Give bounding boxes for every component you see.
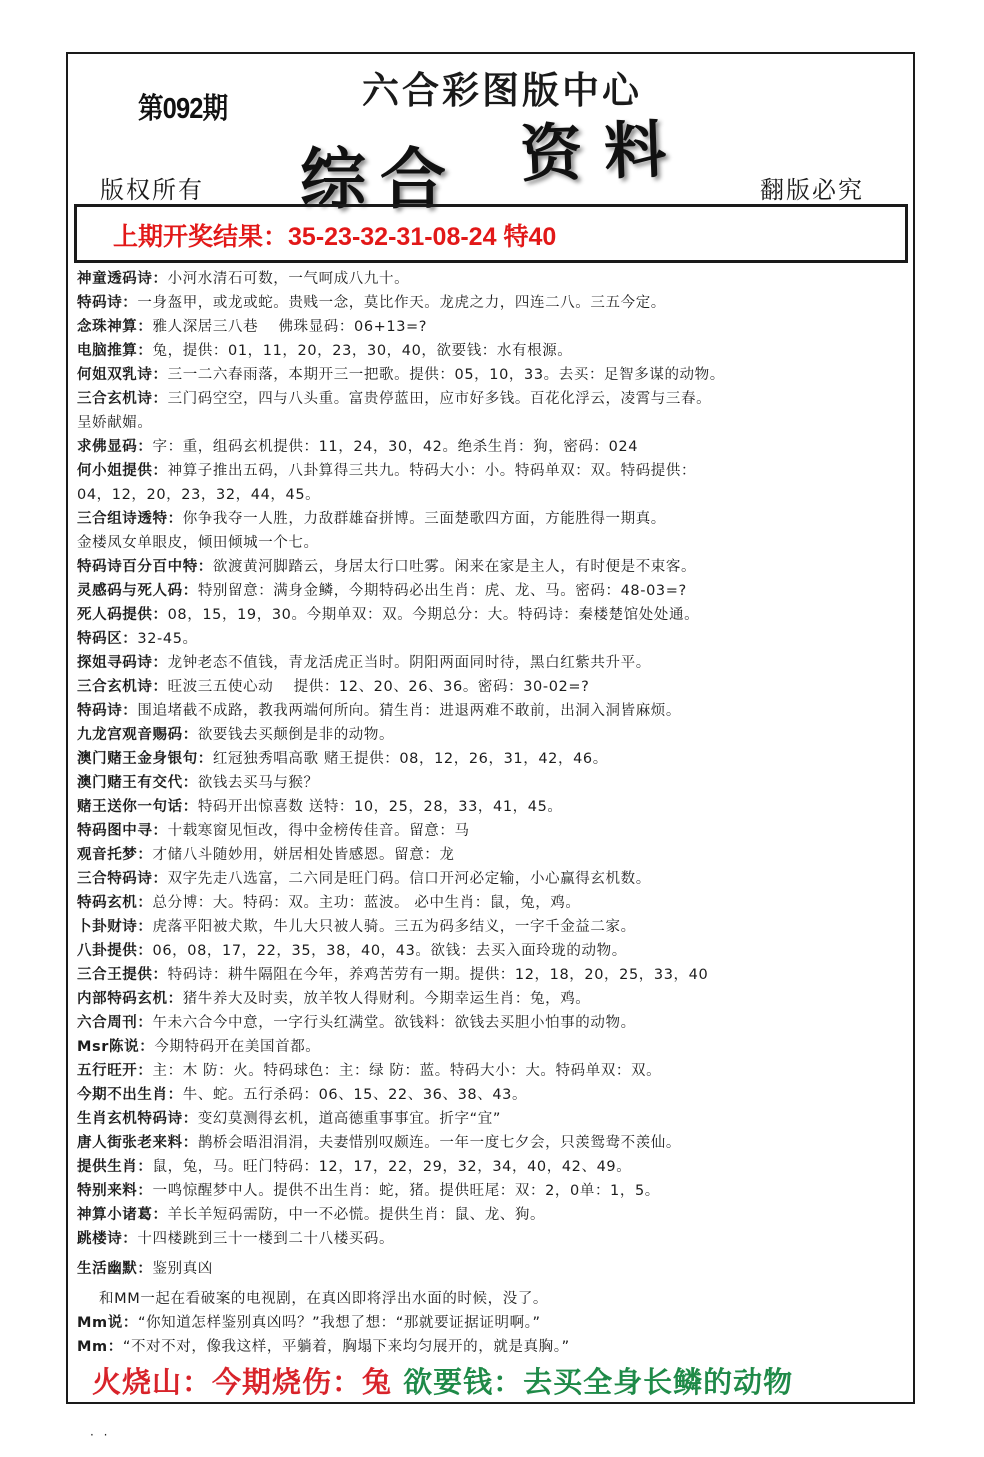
list-item — [77, 699, 907, 723]
copyright-left: 版权所有 — [100, 176, 204, 204]
item-text: 欲钱去买马与猴？ — [197, 775, 319, 791]
item-text: 三一二六春雨落，本期开三一把歌。提供：05，10，33。去买：足智多谋的动物。 — [167, 367, 725, 383]
item-label: 三合组诗透特： — [77, 511, 183, 527]
list-item — [77, 771, 907, 795]
result-label: 上期开奖结果： — [113, 223, 289, 251]
item-text: 雅人深居三八巷 佛珠显码：06+13=? — [152, 319, 428, 335]
list-item — [77, 1155, 907, 1179]
item-label: 特码区： — [77, 631, 138, 647]
list-item — [77, 387, 907, 411]
list-item — [77, 867, 907, 891]
item-label: 卜卦财诗： — [77, 919, 153, 935]
list-item — [77, 315, 907, 339]
item-label: 三合特码诗： — [77, 871, 168, 887]
item-label: 八卦提供： — [77, 943, 153, 959]
item-label: 电脑推算： — [77, 343, 153, 359]
item-text: 十载寒窗见恒改，得中金榜传佳音。留意：马 — [167, 823, 470, 839]
copyright-right: 翻版必究 — [760, 176, 864, 204]
item-text: 十四楼跳到三十一楼到二十八楼买码。 — [137, 1231, 395, 1247]
footer-dots: · · — [90, 1428, 111, 1442]
list-item — [77, 459, 907, 483]
item-label: 观音托梦： — [77, 847, 153, 863]
item-label: 特码图中寻： — [77, 823, 168, 839]
list-item — [77, 411, 907, 435]
item-text: 牛、蛇。五行杀码：06、15、22、36、38、43。 — [182, 1087, 528, 1103]
item-label: 六合周刊： — [77, 1015, 153, 1031]
list-item — [77, 1011, 907, 1035]
banner-red-text: 火烧山：今期烧伤：兔 — [92, 1365, 393, 1399]
list-item — [77, 1035, 907, 1059]
item-text: 神算子推出五码，八卦算得三共九。特码大小：小。特码单双：双。特码提供： — [167, 463, 697, 479]
item-text: 欲渡黄河脚踏云，身居太行口吐雾。闲来在家是主人，有时便是不束客。 — [212, 559, 697, 575]
item-text: 旺波三五使心动 提供：12、20、26、36。密码：30-02=? — [167, 679, 590, 695]
list-item — [77, 675, 907, 699]
item-label: 特码玄机： — [77, 895, 153, 911]
item-label: 何姐双乳诗： — [77, 367, 168, 383]
list-item — [77, 1179, 907, 1203]
item-label: 三合玄机诗： — [77, 391, 168, 407]
item-label: 死人码提供： — [77, 607, 168, 623]
item-label: 澳门赌王金身银句： — [77, 751, 213, 767]
item-text: 04，12，20，23，32，44，45。 — [77, 487, 321, 503]
list-item — [77, 363, 907, 387]
list-item — [77, 531, 907, 555]
item-text: 虎落平阳被犬欺，牛儿大只被人骑。三五为码多结义，一字千金益二家。 — [152, 919, 636, 935]
item-label: 澳门赌王有交代： — [77, 775, 198, 791]
list-item — [77, 891, 907, 915]
list-item — [77, 1083, 907, 1107]
item-text: 羊长羊短码需防，中一不必慌。提供生肖：鼠、龙、狗。 — [167, 1207, 546, 1223]
item-text: 今期特码开在美国首都。 — [154, 1039, 321, 1055]
item-label: 提供生肖： — [77, 1159, 153, 1175]
item-label: 五行旺开： — [77, 1063, 153, 1079]
item-label: 跳楼诗： — [77, 1231, 138, 1247]
item-text: 一身盔甲，或龙或蛇。贵贱一念，莫比作天。龙虎之力，四连二八。三五今定。 — [137, 295, 666, 311]
item-label: 探姐寻码诗： — [77, 655, 168, 671]
item-label: 神算小诸葛： — [77, 1207, 168, 1223]
list-item — [77, 1227, 907, 1251]
item-label: 三合玄机诗： — [77, 679, 168, 695]
item-label: Msr陈说： — [77, 1039, 155, 1055]
content-list — [77, 267, 907, 1359]
item-label: 特码诗： — [77, 295, 138, 311]
banner-green-text: 欲要钱：去买全身长鳞的动物 — [392, 1365, 794, 1399]
item-text: 双字先走八选富，二六同是旺门码。信口开河必定输，小心赢得玄机数。 — [167, 871, 651, 887]
item-label: 生活幽默： — [77, 1261, 153, 1277]
bottom-banner — [92, 1360, 793, 1401]
item-text: 鼠，兔，马。旺门特码：12，17，22，29，32，34，40，42、49。 — [152, 1159, 632, 1175]
item-label: 今期不出生肖： — [77, 1087, 183, 1103]
item-label: 唐人街张老来料： — [77, 1135, 198, 1151]
list-item — [77, 267, 907, 291]
item-label: 求佛显码： — [77, 439, 153, 455]
item-label: 神童透码诗： — [77, 271, 168, 287]
item-label: 何小姐提供： — [77, 463, 168, 479]
item-label: 生肖玄机特码诗： — [77, 1111, 198, 1127]
item-label: 内部特码玄机： — [77, 991, 183, 1007]
last-result-box — [74, 204, 908, 263]
item-text: 红冠独秀唱高歌 赌王提供：08，12，26，31，42，46。 — [212, 751, 608, 767]
item-text: 06，08，17，22，35，38，40，43。欲钱：去买入面玲珑的动物。 — [152, 943, 627, 959]
item-text: 才储八斗随妙用，姘居相处皆感恩。留意：龙 — [152, 847, 455, 863]
list-item — [77, 579, 907, 603]
item-text: 特码开出惊喜数 送特：10，25，28，33，41，45。 — [197, 799, 563, 815]
item-label: 赌王送你一句话： — [77, 799, 198, 815]
item-text: 金楼凤女单眼皮，倾田倾城一个七。 — [77, 535, 319, 551]
item-text: 一鸣惊醒梦中人。提供不出生肖：蛇，猪。提供旺尾：双：2，0单：1，5。 — [152, 1183, 660, 1199]
item-text: 你争我夺一人胜，力敌群雄奋拼博。三面楚歌四方面，方能胜得一期真。 — [182, 511, 666, 527]
list-item — [77, 963, 907, 987]
item-text: 鉴别真凶 — [152, 1261, 213, 1277]
result-special: 特40 — [496, 223, 557, 251]
list-item — [77, 651, 907, 675]
item-text: 总分博：大。特码：双。主功：蓝波。 必中生肖：鼠，兔，鸡。 — [152, 895, 581, 911]
list-item — [77, 435, 907, 459]
item-text: 特别留意：满身金鳞，今期特码必出生肖：虎、龙、马。密码：48-03=? — [197, 583, 687, 599]
item-text: 龙钟老态不值钱，青龙活虎正当时。阴阳两面同时待，黑白红紫共升平。 — [167, 655, 651, 671]
list-item — [77, 555, 907, 579]
list-item — [77, 603, 907, 627]
list-item — [77, 627, 907, 651]
item-text: 围追堵截不成路，教我两端何所向。猜生肖：进退两难不敢前，出洞入洞皆麻烦。 — [137, 703, 682, 719]
list-item — [77, 939, 907, 963]
item-label: Mm： — [77, 1339, 123, 1355]
list-item — [77, 819, 907, 843]
big-title-right: 资料 — [518, 112, 690, 191]
list-item — [77, 843, 907, 867]
item-text: 三门码空空，四与八头重。富贵停蓝田，应市好多钱。百花化浮云，凌霄与三春。 — [167, 391, 712, 407]
list-item — [77, 1203, 907, 1227]
issue-number: 第092期 — [138, 93, 228, 125]
item-text: 小河水清石可数，一气呵成八九十。 — [167, 271, 410, 287]
list-item — [77, 795, 907, 819]
item-text: “不对不对，像我这样，平躺着，胸塌下来均匀展开的，就是真胸。” — [122, 1339, 570, 1355]
item-text: 08，15，19，30。今期单双：双。今期总分：大。特码诗：秦楼楚馆处处通。 — [167, 607, 700, 623]
center-title: 六合彩图版中心 — [362, 68, 642, 112]
big-title-left: 综合 — [300, 140, 460, 218]
item-text: 32-45。 — [137, 631, 198, 647]
item-label: 念珠神算： — [77, 319, 153, 335]
list-item — [77, 483, 907, 507]
item-text: 特码诗：耕牛隔阻在今年，养鸡苦劳有一期。提供：12，18，20，25，33，40 — [167, 967, 709, 983]
list-item — [77, 339, 907, 363]
item-text: 猪牛养大及时卖，放羊牧人得财利。今期幸运生肖：兔，鸡。 — [182, 991, 591, 1007]
item-label: 三合王提供： — [77, 967, 168, 983]
item-label: 九龙宫观音赐码： — [77, 727, 198, 743]
list-item — [77, 987, 907, 1011]
item-text: 欲要钱去买颠倒是非的动物。 — [197, 727, 395, 743]
item-label: 特码诗： — [77, 703, 138, 719]
list-item — [77, 747, 907, 771]
list-item — [77, 291, 907, 315]
item-label: 灵感码与死人码： — [77, 583, 198, 599]
item-text: 兔，提供：01，11，20，23，30，40，欲要钱：水有根源。 — [152, 343, 573, 359]
item-label: 特码诗百分百中特： — [77, 559, 213, 575]
list-item — [77, 1107, 907, 1131]
list-item — [77, 1131, 907, 1155]
item-text: “你知道怎样鉴别真凶吗？”我想了想：“那就要证据证明啊。” — [137, 1315, 541, 1331]
item-label: 特别来料： — [77, 1183, 153, 1199]
result-numbers: 35-23-32-31-08-24 — [288, 223, 497, 251]
list-item — [77, 1059, 907, 1083]
last-result-text — [113, 217, 556, 253]
list-item — [77, 1335, 907, 1359]
item-text: 字：重，组码玄机提供：11，24，30，42。绝杀生肖：狗，密码：024 — [152, 439, 639, 455]
list-item — [77, 723, 907, 747]
list-item — [77, 1311, 907, 1335]
item-text: 和MM一起在看破案的电视剧，在真凶即将浮出水面的时候，没了。 — [99, 1291, 549, 1307]
list-item — [77, 1287, 907, 1311]
item-text: 鹊桥会晤泪涓涓，夫妻惜别叹颇连。一年一度七夕会，只羡鸳鸯不羡仙。 — [197, 1135, 682, 1151]
list-item — [77, 915, 907, 939]
list-item — [77, 507, 907, 531]
item-text: 变幻莫测得玄机，道高德重事事宜。折字“宜” — [197, 1111, 501, 1127]
item-label: Mm说： — [77, 1315, 138, 1331]
list-item — [77, 1257, 907, 1281]
item-text: 呈娇献媚。 — [77, 415, 153, 431]
item-text: 主：木 防：火。特码球色：主：绿 防：蓝。特码大小：大。特码单双：双。 — [152, 1063, 662, 1079]
item-text: 午未六合今中意，一字行头红满堂。欲钱料：欲钱去买胆小怕事的动物。 — [152, 1015, 636, 1031]
